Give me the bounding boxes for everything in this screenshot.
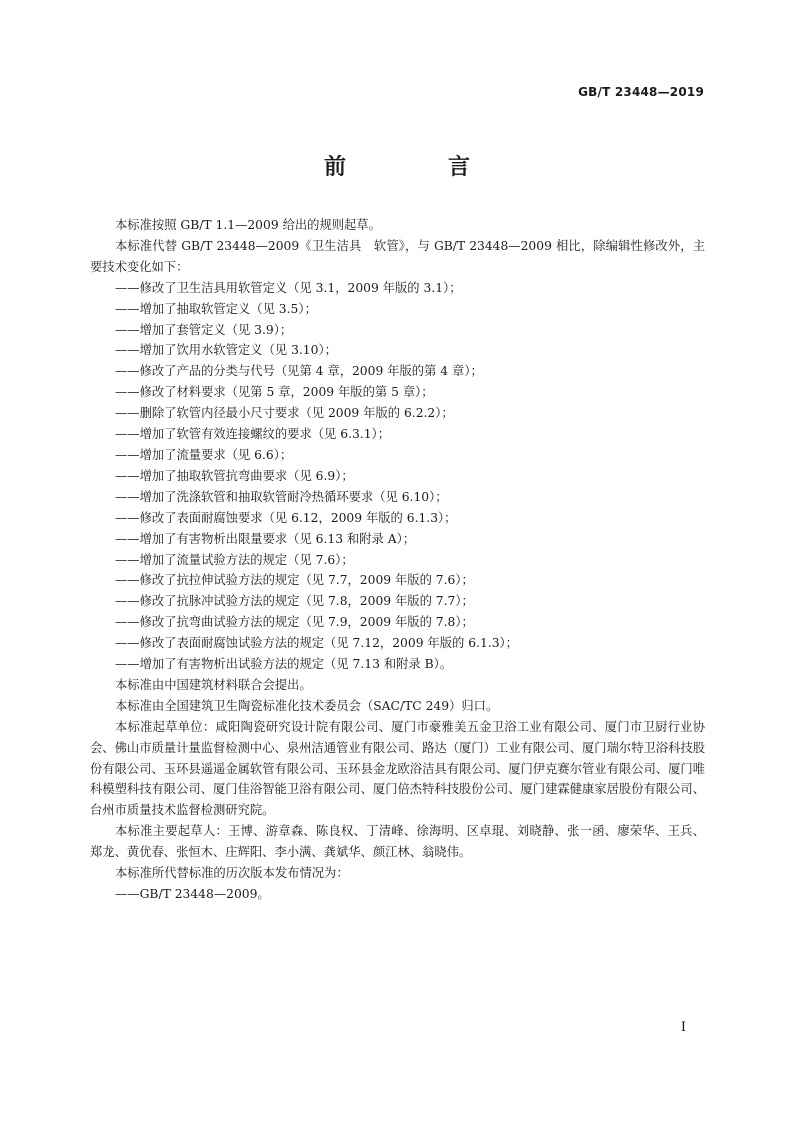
list-item-history: ——GB/T 23448—2009。 xyxy=(115,887,270,901)
list-item: ——增加了流量要求（见 6.6）； xyxy=(115,447,293,462)
list-item: ——修改了表面耐腐蚀试验方法的规定（见 7.12，2009 年版的 6.1.3）； xyxy=(115,636,518,651)
list-item: ——修改了表面耐腐蚀要求（见 6.12，2009 年版的 6.1.3）； xyxy=(115,510,457,525)
paragraph-committee: 本标准由全国建筑卫生陶瓷标准化技术委员会（SAC/TC 249）归口。 xyxy=(115,698,499,713)
paragraph-drafters: 本标准主要起草人：王博、游章森、陈良权、丁清峰、徐海明、区卓琨、刘晓静、张一函、廖荣华、王兵、郑龙、黄优春、张恒木、庄辉阳、李小满、龚斌华、颜江林、翁晓伟。 xyxy=(90,824,705,860)
list-item: ——修改了抗弯曲试验方法的规定（见 7.9，2009 年版的 7.8）； xyxy=(115,615,474,630)
list-item: ——修改了卫生洁具用软管定义（见 3.1，2009 年版的 3.1）； xyxy=(115,280,462,295)
list-item: ——修改了抗拉伸试验方法的规定（见 7.7，2009 年版的 7.6）； xyxy=(115,573,474,588)
list-item: ——修改了抗脉冲试验方法的规定（见 7.8，2009 年版的 7.7）； xyxy=(115,594,474,609)
list-item: ——修改了材料要求（见第 5 章，2009 年版的第 5 章）； xyxy=(115,385,434,400)
paragraph-history: 本标准所代替标准的历次版本发布情况为： xyxy=(115,866,349,881)
list-item: ——增加了套管定义（见 3.9）； xyxy=(115,322,293,337)
list-item: ——增加了软管有效连接螺纹的要求（见 6.3.1）； xyxy=(115,427,390,442)
list-item: ——增加了有害物析出限量要求（见 6.13 和附录 A）； xyxy=(115,531,416,546)
list-item: ——修改了产品的分类与代号（见第 4 章，2009 年版的第 4 章）； xyxy=(115,364,483,379)
page-title: 前 言 xyxy=(323,155,510,180)
list-item: ——增加了流量试验方法的规定（见 7.6）； xyxy=(115,552,354,567)
list-item: ——增加了有害物析出试验方法的规定（见 7.13 和附录 B）。 xyxy=(115,657,453,672)
document-body xyxy=(90,215,705,905)
list-item: ——增加了抽取软管抗弯曲要求（见 6.9）； xyxy=(115,468,354,483)
list-item: ——增加了洗涤软管和抽取软管耐冷热循环要求（见 6.10）； xyxy=(115,489,448,504)
page-number: I xyxy=(680,1020,686,1035)
list-item: ——增加了饮用水软管定义（见 3.10）； xyxy=(115,343,337,358)
list-item: ——增加了抽取软管定义（见 3.5）； xyxy=(115,301,317,316)
list-item: ——删除了软管内径最小尺寸要求（见 2009 年版的 6.2.2）； xyxy=(115,406,454,421)
paragraph-replacement: 本标准代替 GB/T 23448—2009《卫生洁具 软管》，与 GB/T 23448—2009 相比，除编辑性修改外，主要技术变化如下： xyxy=(90,238,705,274)
standard-number: GB/T 23448—2019 xyxy=(578,85,704,99)
changes-list xyxy=(90,278,705,675)
paragraph-drafting-rules: 本标准按照 GB/T 1.1—2009 给出的规则起草。 xyxy=(115,218,381,232)
paragraph-drafting-units: 本标准起草单位：咸阳陶瓷研究设计院有限公司、厦门市豪雅美五金卫浴工业有限公司、厦门市卫厨行业协会、佛山市质量计量监督检测中心、泉州洁通管业有限公司、路达（厦门）工业有限公司、厦门瑞尔特卫浴科技股份有限公司、玉环县遥遥金属软管有限公司、玉环县金龙欧浴洁具有限公司、厦门伊克赛尔管业有限公司、厦门唯科模塑科技有限公司、厦门佳浴智能卫浴有限公司、厦门倍杰特科技股份公司、厦门建霖健康家居股份有限公司、台州市质量技术监督检测研究院。 xyxy=(90,719,705,818)
paragraph-proposer: 本标准由中国建筑材料联合会提出。 xyxy=(115,677,312,692)
